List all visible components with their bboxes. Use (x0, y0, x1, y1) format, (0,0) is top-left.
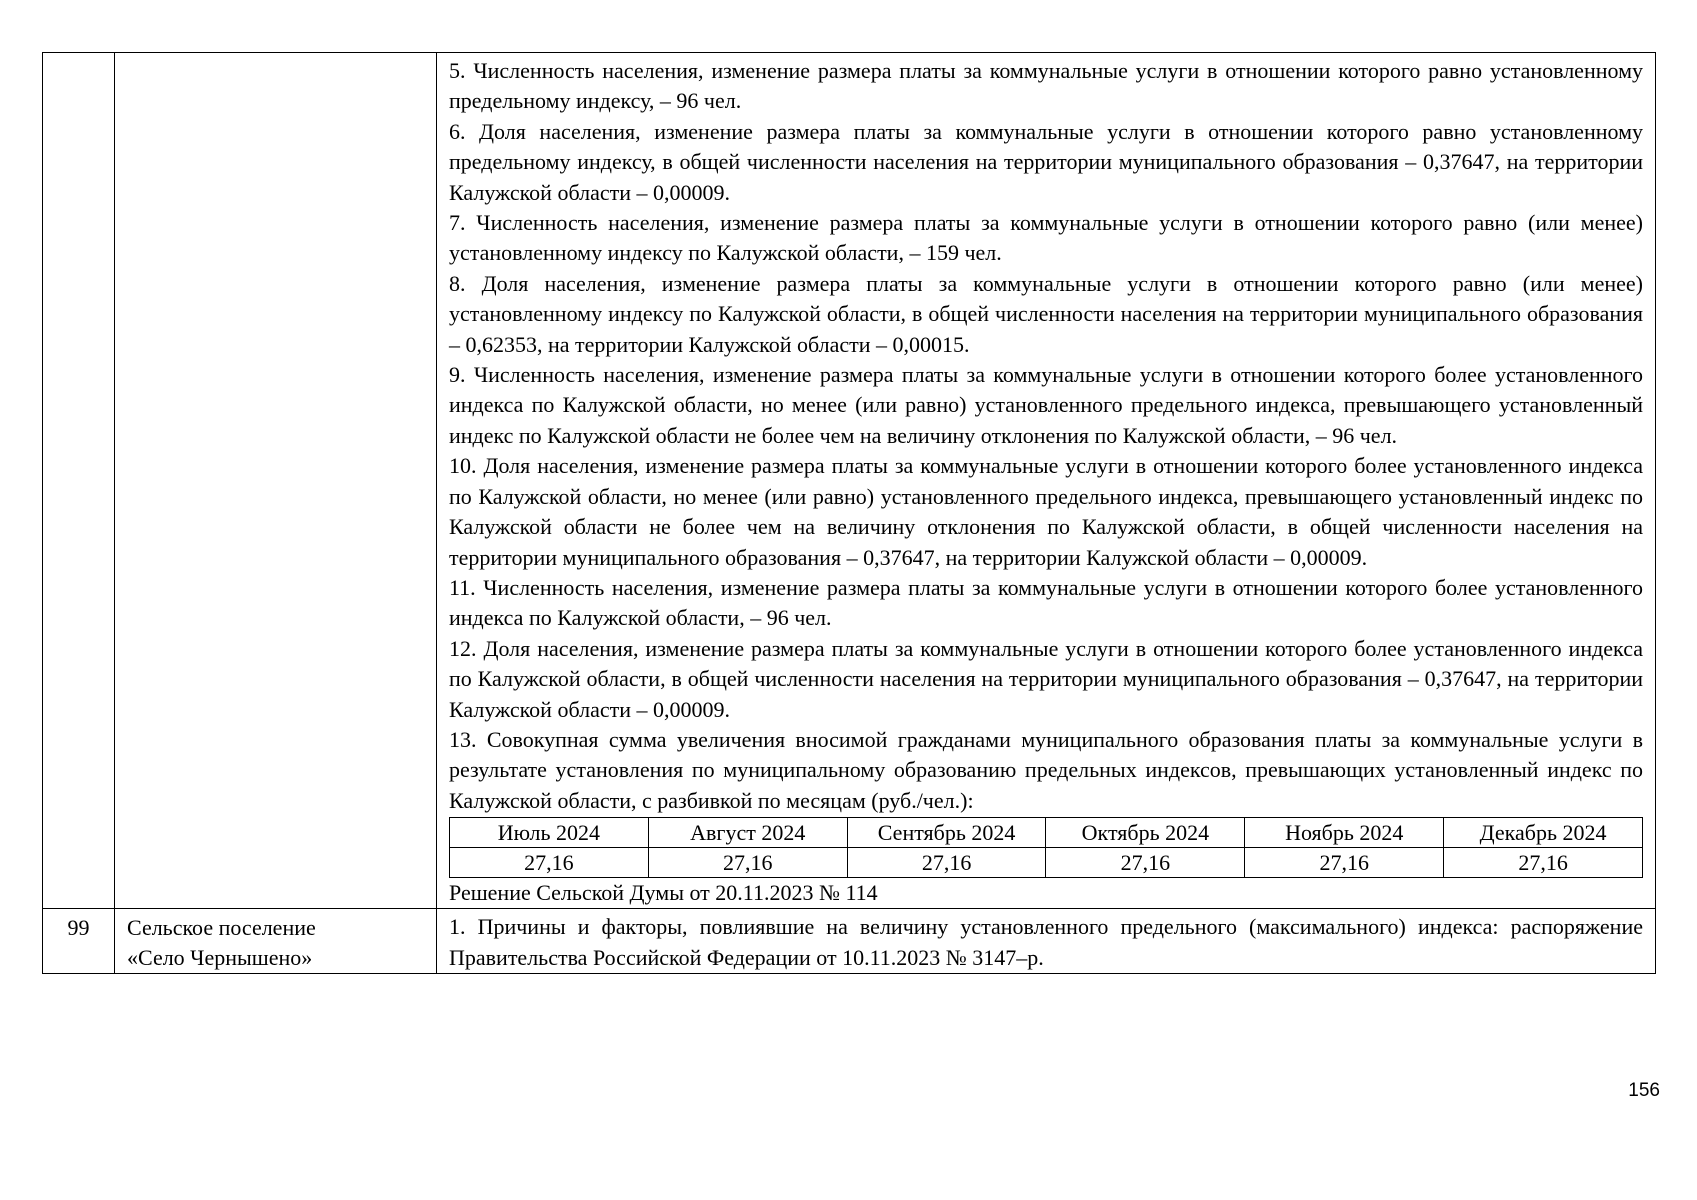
month-header: Июль 2024 (450, 818, 649, 848)
info-paragraph: 11. Численность населения, изменение размера платы за коммунальные услуги в отношении которого более установленного индекса по Калужской области, – 96 чел. (449, 574, 1643, 631)
municipality-name-line: «Село Чернышено» (127, 945, 313, 971)
month-header: Декабрь 2024 (1444, 818, 1643, 848)
monthly-increase-table (449, 817, 1643, 878)
info-paragraph: 10. Доля населения, изменение размера платы за коммунальные услуги в отношении которого более установленного индекса по Калужской области, но менее (или равно) установленного предельного индекса, превышающего установленный индекс по Калужской области не более чем на величину отклонения по Калужской области, в общей численности населения на территории муниципального образования – 0,37647, на территории Калужской области – 0,00009. (449, 453, 1643, 570)
info-paragraph: 13. Совокупная сумма увеличения вносимой гражданами муниципального образования платы за коммунальные услуги в результате установления по муниципальному образованию предельных индексов, превышающих установленный индекс по Калужской области, с разбивкой по месяцам (руб./чел.): (449, 726, 1643, 813)
row-number: 99 (67, 915, 90, 941)
month-value: 27,16 (450, 848, 649, 878)
month-value: 27,16 (847, 848, 1046, 878)
month-header: Сентябрь 2024 (847, 818, 1046, 848)
index-info-cell (437, 53, 1656, 909)
table-row (43, 53, 1656, 909)
page-number: 156 (1628, 1080, 1660, 1101)
decision-reference: Решение Сельской Думы от 20.11.2023 № 114 (449, 880, 878, 906)
month-header: Октябрь 2024 (1046, 818, 1245, 848)
municipality-name-line: Сельское поселение (127, 915, 316, 941)
table-row (43, 909, 1656, 974)
month-value: 27,16 (1046, 848, 1245, 878)
month-value: 27,16 (1245, 848, 1444, 878)
index-table (42, 52, 1656, 974)
month-value: 27,16 (648, 848, 847, 878)
month-value: 27,16 (1444, 848, 1643, 878)
info-paragraph: 12. Доля населения, изменение размера платы за коммунальные услуги в отношении которого более установленного индекса по Калужской области, в общей численности населения на территории муниципального образования – 0,37647, на территории Калужской области – 0,00009. (449, 635, 1643, 722)
row-number-cell (43, 53, 115, 909)
info-paragraph: 8. Доля населения, изменение размера платы за коммунальные услуги в отношении которого равно (или менее) установленному индексу по Калужской области, в общей численности населения на территории муниципального образования – 0,62353, на территории Калужской области – 0,00015. (449, 270, 1643, 357)
month-header: Август 2024 (648, 818, 847, 848)
months-header-row (450, 818, 1643, 848)
municipality-name-cell (115, 909, 437, 974)
municipality-name-cell (115, 53, 437, 909)
info-paragraph: 6. Доля населения, изменение размера платы за коммунальные услуги в отношении которого равно установленному предельному индексу, в общей численности населения на территории муниципального образования – 0,37647, на территории Калужской области – 0,00009. (449, 118, 1643, 205)
info-paragraph: 9. Численность населения, изменение размера платы за коммунальные услуги в отношении которого более установленного индекса по Калужской области, но менее (или равно) установленного предельного индекса, превышающего установленный индекс по Калужской области не более чем на величину отклонения по Калужской области, – 96 чел. (449, 362, 1643, 448)
month-header: Ноябрь 2024 (1245, 818, 1444, 848)
info-paragraph: 5. Численность населения, изменение размера платы за коммунальные услуги в отношении которого равно установленному предельному индексу, – 96 чел. (449, 58, 1643, 114)
info-paragraph: 1. Причины и факторы, повлиявшие на величину установленного предельного (максимального) индекса: распоряжение Правительства Российской Федерации от 10.11.2023 № 3147–р. (449, 914, 1643, 970)
info-paragraph: 7. Численность населения, изменение размера платы за коммунальные услуги в отношении которого равно (или менее) установленному индексу по Калужской области, – 159 чел. (449, 210, 1643, 266)
index-info-cell (437, 909, 1656, 974)
months-values-row (450, 848, 1643, 878)
row-number-cell (43, 909, 115, 974)
